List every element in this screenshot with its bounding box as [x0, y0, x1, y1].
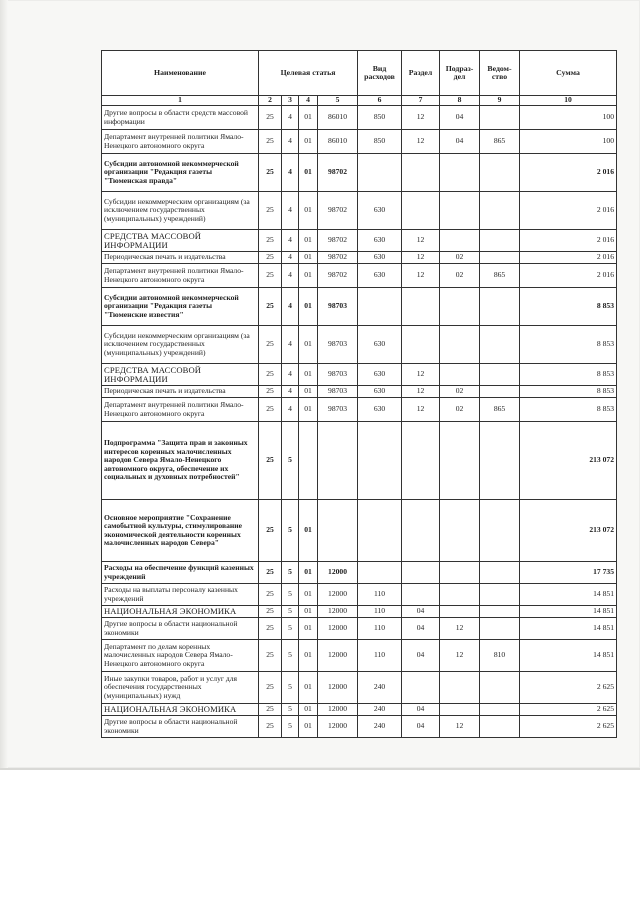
- cell-subsection: [440, 364, 480, 386]
- cell-section: 12: [402, 130, 440, 154]
- cell-direction: 12000: [318, 584, 358, 606]
- cell-direction: 12000: [318, 672, 358, 704]
- cell-section: [402, 288, 440, 326]
- cell-expense-type: 110: [358, 606, 402, 618]
- cell-subprogram: 4: [282, 106, 299, 130]
- cell-program: 25: [259, 154, 282, 192]
- cell-subprogram: 4: [282, 326, 299, 364]
- cell-section: 12: [402, 230, 440, 252]
- header-department: Ведом-ство: [480, 51, 520, 96]
- table-row: [102, 130, 617, 154]
- cell-name: Департамент по делам коренных малочисленных народов Севера Ямало-Ненецкого автономного округа: [102, 640, 259, 672]
- cell-name: Расходы на выплаты персоналу казенных учреждений: [102, 584, 259, 606]
- table-row: [102, 422, 617, 500]
- cell-program: 25: [259, 398, 282, 422]
- cell-subprogram: 5: [282, 640, 299, 672]
- cell-expense-type: 110: [358, 584, 402, 606]
- cell-program: 25: [259, 326, 282, 364]
- header-target-article: Целевая статья: [259, 51, 358, 96]
- cell-name: Департамент внутренней политики Ямало-Ненецкого автономного округа: [102, 130, 259, 154]
- scan-shadow: [0, 0, 8, 768]
- cell-expense-type: 630: [358, 326, 402, 364]
- cell-direction: 12000: [318, 606, 358, 618]
- cell-name: Департамент внутренней политики Ямало-Ненецкого автономного округа: [102, 264, 259, 288]
- table-row: [102, 154, 617, 192]
- cell-name: Другие вопросы в области национальной экономики: [102, 716, 259, 738]
- cell-department: [480, 364, 520, 386]
- cell-subsection: [440, 584, 480, 606]
- cell-sum: 8 853: [520, 364, 617, 386]
- cell-subsection: [440, 288, 480, 326]
- header-row: [102, 51, 617, 96]
- cell-activity: 01: [299, 386, 318, 398]
- cell-department: 865: [480, 130, 520, 154]
- cell-subsection: 04: [440, 106, 480, 130]
- cell-department: [480, 422, 520, 500]
- cell-activity: 01: [299, 130, 318, 154]
- cell-direction: 98703: [318, 288, 358, 326]
- table-row: [102, 106, 617, 130]
- cell-activity: 01: [299, 500, 318, 562]
- cell-subprogram: 4: [282, 192, 299, 230]
- cell-section: [402, 672, 440, 704]
- cell-section: [402, 500, 440, 562]
- cell-department: [480, 716, 520, 738]
- cell-subprogram: 5: [282, 500, 299, 562]
- cell-department: [480, 154, 520, 192]
- cell-program: 25: [259, 264, 282, 288]
- cell-subprogram: 4: [282, 364, 299, 386]
- cell-subsection: [440, 672, 480, 704]
- cell-program: 25: [259, 364, 282, 386]
- cell-direction: 12000: [318, 716, 358, 738]
- cell-program: 25: [259, 672, 282, 704]
- cell-department: [480, 704, 520, 716]
- cell-sum: 8 853: [520, 288, 617, 326]
- cell-name: Департамент внутренней политики Ямало-Ненецкого автономного округа: [102, 398, 259, 422]
- cell-expense-type: 110: [358, 618, 402, 640]
- cell-direction: 98703: [318, 398, 358, 422]
- cell-sum: 2 625: [520, 716, 617, 738]
- cell-sum: 8 853: [520, 326, 617, 364]
- cell-department: [480, 252, 520, 264]
- cell-sum: 2 016: [520, 230, 617, 252]
- header-section: Раздел: [402, 51, 440, 96]
- cell-expense-type: [358, 500, 402, 562]
- cell-program: 25: [259, 106, 282, 130]
- cell-direction: 98703: [318, 386, 358, 398]
- column-number: 10: [520, 96, 617, 106]
- cell-subprogram: 5: [282, 584, 299, 606]
- cell-program: 25: [259, 288, 282, 326]
- cell-subprogram: 4: [282, 154, 299, 192]
- cell-expense-type: 850: [358, 106, 402, 130]
- table-row: [102, 326, 617, 364]
- cell-subprogram: 4: [282, 398, 299, 422]
- cell-activity: 01: [299, 192, 318, 230]
- table-row: [102, 716, 617, 738]
- table-row: [102, 386, 617, 398]
- cell-expense-type: 240: [358, 704, 402, 716]
- cell-name: Другие вопросы в области национальной экономики: [102, 618, 259, 640]
- cell-name: Основное мероприятие "Сохранение самобытной культуры, стимулирование экономической деятельности коренных малочисленных народов Севера": [102, 500, 259, 562]
- cell-direction: 98702: [318, 154, 358, 192]
- table-row: [102, 618, 617, 640]
- cell-activity: 01: [299, 288, 318, 326]
- cell-sum: 14 851: [520, 584, 617, 606]
- cell-sum: 213 072: [520, 422, 617, 500]
- cell-sum: 14 851: [520, 640, 617, 672]
- cell-program: 25: [259, 192, 282, 230]
- cell-name: Другие вопросы в области средств массовой информации: [102, 106, 259, 130]
- cell-section: 12: [402, 106, 440, 130]
- cell-subprogram: 4: [282, 130, 299, 154]
- cell-section: 04: [402, 716, 440, 738]
- cell-expense-type: [358, 154, 402, 192]
- cell-subsection: [440, 326, 480, 364]
- cell-sum: 2 625: [520, 672, 617, 704]
- cell-program: 25: [259, 230, 282, 252]
- cell-subsection: [440, 704, 480, 716]
- cell-department: [480, 672, 520, 704]
- cell-section: [402, 192, 440, 230]
- table-row: [102, 640, 617, 672]
- column-number: 5: [318, 96, 358, 106]
- cell-subsection: 02: [440, 386, 480, 398]
- cell-expense-type: 630: [358, 192, 402, 230]
- cell-program: 25: [259, 562, 282, 584]
- table-row: [102, 264, 617, 288]
- cell-section: [402, 562, 440, 584]
- cell-subprogram: 5: [282, 422, 299, 500]
- cell-subsection: 02: [440, 398, 480, 422]
- cell-expense-type: 850: [358, 130, 402, 154]
- cell-sum: 8 853: [520, 386, 617, 398]
- cell-subprogram: 4: [282, 386, 299, 398]
- cell-activity: 01: [299, 398, 318, 422]
- cell-expense-type: 630: [358, 386, 402, 398]
- header-sum: Сумма: [520, 51, 617, 96]
- table-row: [102, 606, 617, 618]
- cell-expense-type: 630: [358, 264, 402, 288]
- cell-sum: 14 851: [520, 606, 617, 618]
- cell-activity: 01: [299, 672, 318, 704]
- cell-name: Субсидии автономной некоммерческой организации "Редакция газеты "Тюменские известия": [102, 288, 259, 326]
- cell-direction: 12000: [318, 562, 358, 584]
- cell-subsection: 04: [440, 130, 480, 154]
- cell-program: 25: [259, 386, 282, 398]
- column-number: 8: [440, 96, 480, 106]
- cell-activity: 01: [299, 230, 318, 252]
- cell-section: 12: [402, 386, 440, 398]
- cell-activity: [299, 422, 318, 500]
- cell-program: 25: [259, 640, 282, 672]
- column-number: 6: [358, 96, 402, 106]
- cell-subsection: 02: [440, 252, 480, 264]
- cell-subprogram: 5: [282, 672, 299, 704]
- cell-program: 25: [259, 606, 282, 618]
- cell-activity: 01: [299, 252, 318, 264]
- cell-program: 25: [259, 704, 282, 716]
- cell-department: [480, 230, 520, 252]
- cell-sum: 14 851: [520, 618, 617, 640]
- cell-section: [402, 326, 440, 364]
- cell-name: Периодическая печать и издательства: [102, 252, 259, 264]
- cell-department: 865: [480, 264, 520, 288]
- cell-sum: 2 016: [520, 264, 617, 288]
- cell-section: 04: [402, 618, 440, 640]
- cell-activity: 01: [299, 562, 318, 584]
- cell-program: 25: [259, 500, 282, 562]
- cell-expense-type: 630: [358, 252, 402, 264]
- cell-department: [480, 288, 520, 326]
- cell-name: Подпрограмма "Защита прав и законных интересов коренных малочисленных народов Севера Ямало-Ненецкого автономного округа, обеспечение их социальных и духовных потребностей": [102, 422, 259, 500]
- table-row: [102, 192, 617, 230]
- cell-subsection: 12: [440, 640, 480, 672]
- cell-department: [480, 618, 520, 640]
- cell-program: 25: [259, 130, 282, 154]
- cell-section: 12: [402, 364, 440, 386]
- header-name: Наименование: [102, 51, 259, 96]
- cell-department: [480, 106, 520, 130]
- cell-section: [402, 422, 440, 500]
- cell-subsection: 02: [440, 264, 480, 288]
- cell-name: Иные закупки товаров, работ и услуг для обеспечения государственных (муниципальных) нужд: [102, 672, 259, 704]
- table-body: [102, 106, 617, 738]
- table-row: [102, 704, 617, 716]
- cell-name: НАЦИОНАЛЬНАЯ ЭКОНОМИКА: [102, 704, 259, 716]
- column-number: 1: [102, 96, 259, 106]
- cell-subprogram: 4: [282, 230, 299, 252]
- cell-name: СРЕДСТВА МАССОВОЙ ИНФОРМАЦИИ: [102, 230, 259, 252]
- table-row: [102, 252, 617, 264]
- table-row: [102, 230, 617, 252]
- cell-activity: 01: [299, 584, 318, 606]
- cell-section: 04: [402, 606, 440, 618]
- budget-table: [101, 50, 617, 738]
- cell-program: 25: [259, 422, 282, 500]
- cell-subprogram: 5: [282, 716, 299, 738]
- cell-sum: 2 016: [520, 252, 617, 264]
- cell-department: 810: [480, 640, 520, 672]
- header-expense-type: Вид расходов: [358, 51, 402, 96]
- cell-name: Периодическая печать и издательства: [102, 386, 259, 398]
- cell-section: [402, 154, 440, 192]
- cell-subsection: [440, 192, 480, 230]
- cell-expense-type: [358, 562, 402, 584]
- cell-subsection: [440, 230, 480, 252]
- cell-direction: [318, 500, 358, 562]
- cell-program: 25: [259, 618, 282, 640]
- cell-subprogram: 4: [282, 288, 299, 326]
- cell-section: 12: [402, 264, 440, 288]
- cell-subprogram: 4: [282, 252, 299, 264]
- cell-department: [480, 562, 520, 584]
- cell-direction: 86010: [318, 130, 358, 154]
- cell-name: Субсидии автономной некоммерческой организации "Редакция газеты "Тюменская правда": [102, 154, 259, 192]
- cell-subsection: [440, 154, 480, 192]
- table-row: [102, 672, 617, 704]
- cell-subprogram: 4: [282, 264, 299, 288]
- cell-direction: 98702: [318, 252, 358, 264]
- cell-program: 25: [259, 252, 282, 264]
- cell-sum: 100: [520, 130, 617, 154]
- cell-expense-type: 240: [358, 716, 402, 738]
- cell-expense-type: 630: [358, 364, 402, 386]
- cell-expense-type: [358, 288, 402, 326]
- cell-subsection: [440, 562, 480, 584]
- cell-direction: 98703: [318, 326, 358, 364]
- cell-expense-type: 630: [358, 230, 402, 252]
- cell-activity: 01: [299, 264, 318, 288]
- cell-activity: 01: [299, 154, 318, 192]
- cell-activity: 01: [299, 106, 318, 130]
- cell-section: [402, 584, 440, 606]
- cell-sum: 2 625: [520, 704, 617, 716]
- cell-department: 865: [480, 398, 520, 422]
- cell-direction: [318, 422, 358, 500]
- cell-subprogram: 5: [282, 562, 299, 584]
- column-number: 4: [299, 96, 318, 106]
- cell-expense-type: 630: [358, 398, 402, 422]
- cell-direction: 98703: [318, 364, 358, 386]
- table-row: [102, 288, 617, 326]
- cell-direction: 12000: [318, 618, 358, 640]
- column-number: 9: [480, 96, 520, 106]
- cell-direction: 12000: [318, 640, 358, 672]
- cell-section: 12: [402, 398, 440, 422]
- column-numbers-row: [102, 96, 617, 106]
- cell-activity: 01: [299, 606, 318, 618]
- cell-sum: 2 016: [520, 192, 617, 230]
- cell-subprogram: 5: [282, 704, 299, 716]
- table-row: [102, 364, 617, 386]
- column-number: 3: [282, 96, 299, 106]
- cell-department: [480, 326, 520, 364]
- cell-subsection: [440, 500, 480, 562]
- cell-sum: 2 016: [520, 154, 617, 192]
- table-row: [102, 398, 617, 422]
- table-row: [102, 584, 617, 606]
- column-number: 7: [402, 96, 440, 106]
- cell-activity: 01: [299, 364, 318, 386]
- cell-sum: 100: [520, 106, 617, 130]
- cell-program: 25: [259, 716, 282, 738]
- cell-expense-type: 240: [358, 672, 402, 704]
- cell-activity: 01: [299, 326, 318, 364]
- cell-direction: 86010: [318, 106, 358, 130]
- cell-subsection: 12: [440, 716, 480, 738]
- cell-program: 25: [259, 584, 282, 606]
- cell-sum: 213 072: [520, 500, 617, 562]
- cell-sum: 17 735: [520, 562, 617, 584]
- cell-name: Расходы на обеспечение функций казенных учреждений: [102, 562, 259, 584]
- header-subsection: Подраз-дел: [440, 51, 480, 96]
- cell-subsection: [440, 606, 480, 618]
- cell-name: СРЕДСТВА МАССОВОЙ ИНФОРМАЦИИ: [102, 364, 259, 386]
- table-row: [102, 500, 617, 562]
- cell-subsection: 12: [440, 618, 480, 640]
- cell-activity: 01: [299, 704, 318, 716]
- cell-subsection: [440, 422, 480, 500]
- table-row: [102, 562, 617, 584]
- cell-direction: 98702: [318, 230, 358, 252]
- cell-direction: 98702: [318, 264, 358, 288]
- cell-direction: 12000: [318, 704, 358, 716]
- cell-section: 04: [402, 640, 440, 672]
- cell-section: 04: [402, 704, 440, 716]
- cell-activity: 01: [299, 640, 318, 672]
- column-number: 2: [259, 96, 282, 106]
- cell-name: Субсидии некоммерческим организациям (за исключением государственных (муниципальных) учреждений): [102, 192, 259, 230]
- cell-name: НАЦИОНАЛЬНАЯ ЭКОНОМИКА: [102, 606, 259, 618]
- cell-section: 12: [402, 252, 440, 264]
- cell-department: [480, 606, 520, 618]
- cell-activity: 01: [299, 618, 318, 640]
- cell-department: [480, 584, 520, 606]
- cell-direction: 98702: [318, 192, 358, 230]
- cell-sum: 8 853: [520, 398, 617, 422]
- cell-department: [480, 386, 520, 398]
- cell-subprogram: 5: [282, 618, 299, 640]
- cell-subprogram: 5: [282, 606, 299, 618]
- cell-expense-type: [358, 422, 402, 500]
- cell-expense-type: 110: [358, 640, 402, 672]
- cell-department: [480, 192, 520, 230]
- cell-department: [480, 500, 520, 562]
- cell-name: Субсидии некоммерческим организациям (за исключением государственных (муниципальных) учреждений): [102, 326, 259, 364]
- cell-activity: 01: [299, 716, 318, 738]
